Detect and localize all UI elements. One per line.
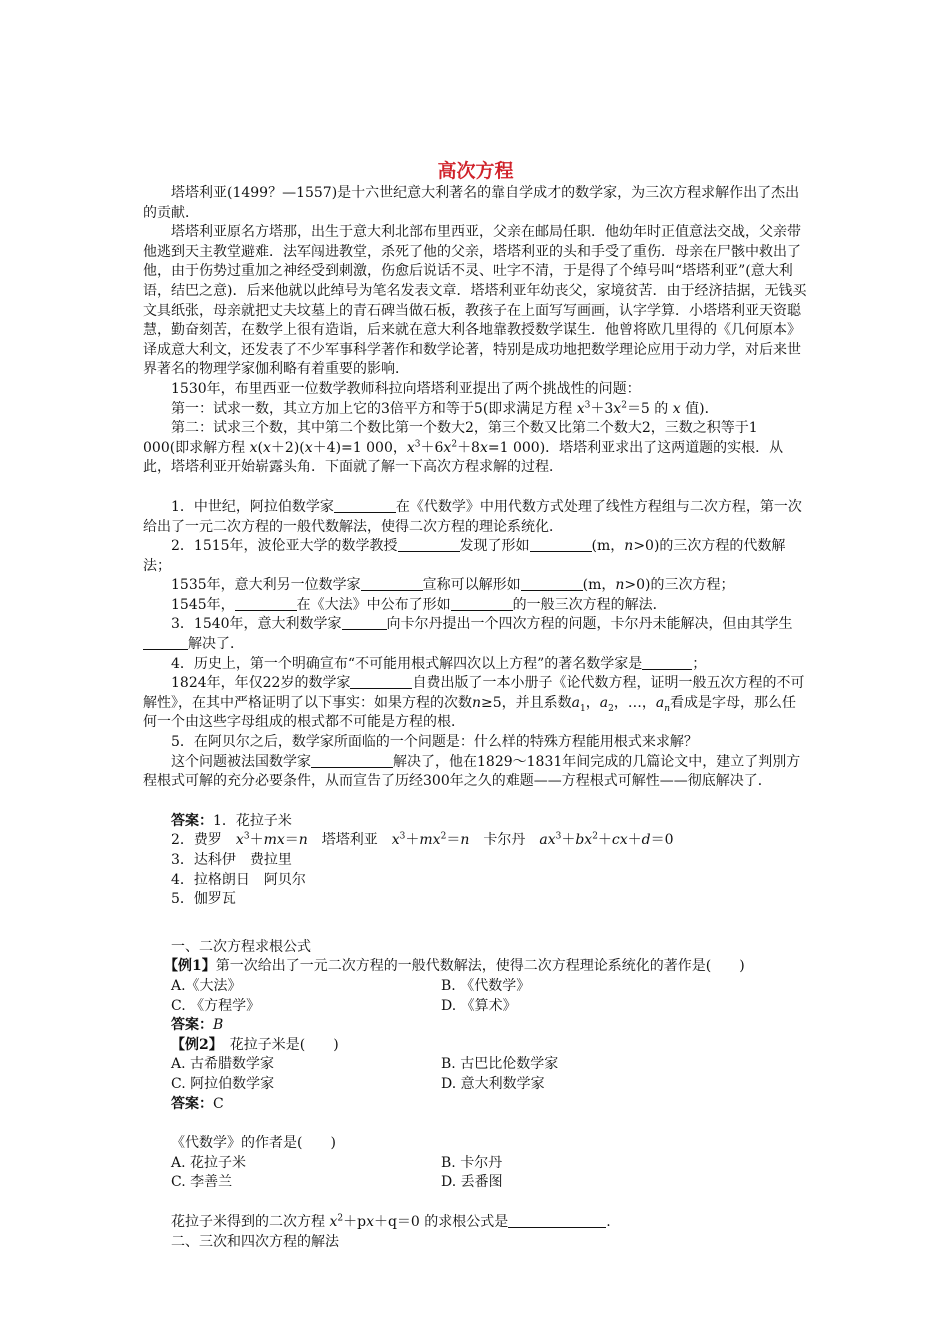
answer-blank[interactable]	[143, 635, 188, 650]
answer-blank[interactable]	[342, 615, 387, 630]
answer-blank[interactable]	[521, 576, 583, 591]
answer-blank[interactable]	[642, 655, 692, 670]
answer-blank[interactable]	[311, 753, 393, 768]
answer-blank[interactable]	[398, 537, 460, 552]
intro-paragraph-2: 塔塔利亚原名方塔那，出生于意大利北部布里西亚，父亲在邮局任职．他幼年时正值意法交战，父亲带他逃到天主教堂避难．法军闯进教堂，杀死了他的父亲，塔塔利亚的头和手受了重伤．母亲在尸骸中救出了他，由于伤势过重加之神经受到刺激，伤愈后说话不灵、吐字不清，于是得了个绰号叫“塔塔利亚”(意大利语，结巴之意)．后来他就以此绰号为笔名发表文章．塔塔利亚年幼丧父，家境贫苦．由于经济拮据，无钱买文具纸张，母亲就把丈夫坟墓上的青石碑当做石板，教孩子在上面写写画画，认字学算．小塔塔利亚天资聪慧，勤奋刻苦，在数学上很有造诣，后来就在意大利各地靠教授数学谋生．他曾将欧几里得的《几何原本》译成意大利文，还发表了不少军事科学著作和数学论著，特别是成功地把数学理论应用于动力学，对后来世界著名的物理学家伽利略有着重要的影响．	[143, 224, 807, 378]
document-content	[143, 160, 808, 1252]
fill-question-3: 3．1540年，意大利数学家 向卡尔丹提出一个四次方程的问题，卡尔丹未能解决，但由其学生解决了．	[143, 615, 808, 654]
example-2: 【例2】 花拉子米是( )	[171, 1036, 339, 1053]
example-2-options: A. 古希腊数学家 B. 古巴比伦数学家	[171, 1056, 559, 1073]
section-heading-2: 二、三次和四次方程的解法	[171, 1233, 339, 1250]
intro-paragraph-3: 1530年，布里西亚一位数学教师科拉向塔塔利亚提出了两个挑战性的问题：	[171, 380, 641, 397]
fill-question-2c: 1545年， 在《大法》中公布了形如 的一般三次方程的解法．	[171, 596, 667, 613]
answer-blank[interactable]	[235, 596, 297, 611]
example-4: 花拉子米得到的二次方程 $x^2+px+q=0$ 的求根公式是 .	[171, 1213, 611, 1230]
example-1: 【例1】第一次给出了一元二次方程的一般代数解法，使得二次方程理论系统化的著作是( )	[164, 958, 745, 975]
fill-question-1: 1．中世纪，阿拉伯数学家 在《代数学》中用代数方式处理了线性方程组与二次方程，第一次给出了一元二次方程的一般代数解法，使得二次方程的理论系统化．	[143, 498, 802, 535]
section-heading-1: 一、二次方程求根公式	[171, 938, 311, 955]
fill-question-4b: 1824年，年仅22岁的数学家 自费出版了一本小册子《论代数方程，证明一般五次方程的不可解性》，在其中严格证明了以下事实：如果方程的次数n≥5，并且系数$a_1$，$a_2$，…，$a_n$看成是字母，那么任何一个由这些字母组成的根式都不可能是方程的根．	[143, 675, 805, 731]
answer-blank[interactable]	[530, 537, 592, 552]
answer-3: 3．达科伊 费拉里	[171, 852, 292, 868]
example-1-options: A.《大法》 B. 《代数学》	[171, 977, 531, 994]
example-2-answer: 答案：C	[171, 1095, 224, 1112]
intro-paragraph-1: 塔塔利亚(1499？—1557)是十六世纪意大利著名的靠自学成才的数学家，为三次方程求解作出了杰出的贡献．	[143, 185, 800, 221]
fill-question-2: 2．1515年，波伦亚大学的数学教授 发现了形如 (m，n>0)的三次方程的代数解法；	[143, 538, 786, 574]
answer-blank[interactable]	[361, 576, 423, 591]
challenge-2: 第二：试求三个数，其中第二个数比第一个数大2，第三个数又比第二个数大2，三数之积等于1 000(即求解方程 x(x＋2)(x＋4)=1 000，$x^3+6x^2+8x=1$ 000)．塔塔利亚求出了这两道题的实根．从此，塔塔利亚开始崭露头角．下面就了解一下高次方程求解的过程．	[143, 420, 784, 476]
fill-question-4: 4．历史上，第一个明确宣布“不可能用根式解四次以上方程”的著名数学家是 ；	[171, 655, 707, 672]
example-2-options: C. 阿拉伯数学家 D. 意大利数学家	[171, 1075, 545, 1092]
example-3-options: A. 花拉子米 B. 卡尔丹	[171, 1154, 503, 1171]
answer-blank[interactable]	[451, 596, 513, 611]
fill-question-5: 5．在阿贝尔之后，数学家所面临的一个问题是：什么样的特殊方程能用根式来求解？	[171, 734, 698, 751]
challenge-1: 第一：试求一数，其立方加上它的3倍平方和等于5(即求满足方程 $x^3+3x^2=5$ 的 x 值)．	[171, 399, 719, 417]
example-3: 《代数学》的作者是( )	[171, 1135, 336, 1152]
example-1-options: C. 《方程学》 D. 《算术》	[171, 997, 517, 1014]
answer-blank[interactable]	[334, 498, 396, 513]
fill-question-5b: 这个问题被法国数学家 解决了，他在1829～1831年间完成的几篇论文中，建立了判別方程根式可解的充分必要条件，从而宣告了历经300年之久的难题——方程根式可解性——彻底解决了．	[143, 753, 801, 790]
example-3-options: C. 李善兰 D. 丢番图	[171, 1174, 503, 1191]
answer-1: 答案：1．花拉子米	[171, 812, 292, 829]
answer-2: 2．费罗 $x^3+mx=n$ 塔塔利亚 $x^3+mx^2=n$ 卡尔丹 $ax^3+bx^2+cx+d=0$	[171, 831, 674, 849]
answer-4: 4．拉格朗日 阿贝尔	[171, 871, 306, 888]
fill-question-2b: 1535年，意大利另一位数学家 宣称可以解形如 (m，n>0)的三次方程；	[171, 577, 735, 594]
answer-blank[interactable]	[508, 1213, 606, 1228]
answer-blank[interactable]	[350, 674, 412, 689]
page-title: 高次方程	[437, 160, 514, 182]
example-1-answer: 答案：B	[171, 1017, 224, 1034]
answer-5: 5．伽罗瓦	[171, 891, 236, 908]
